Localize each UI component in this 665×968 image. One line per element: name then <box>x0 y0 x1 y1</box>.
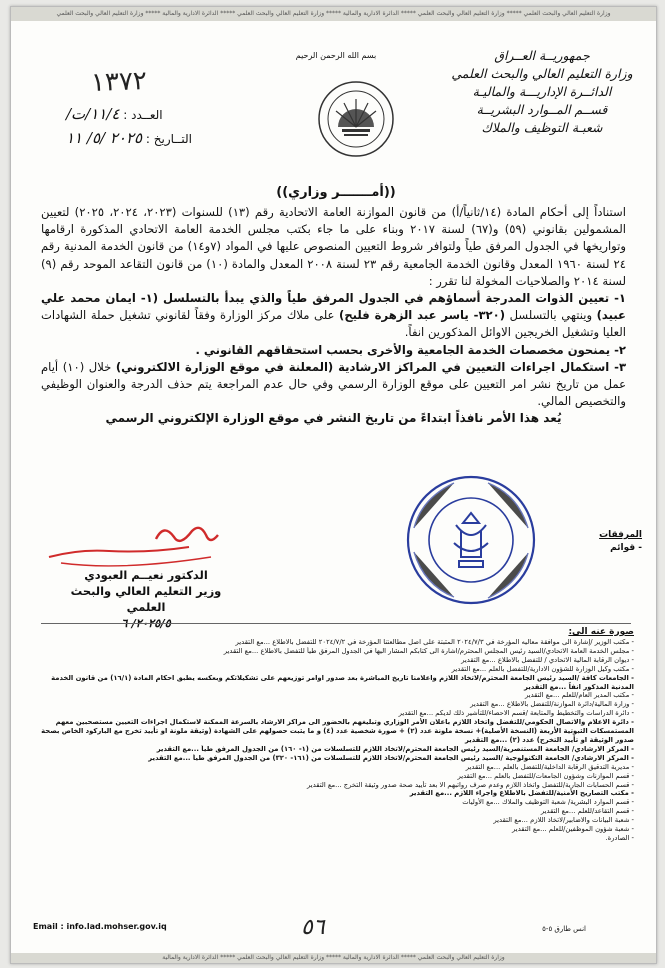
reference-number <box>66 105 163 123</box>
distribution-line: - المركز الارشادي/ الجامعة المستنصرية/السيد رئيس الجامعة المحترم/لاتخاذ اللازم للتسلسلات من (١- ١٦٠) من الجدول المرفق طياً ...مع التقدير <box>156 744 634 753</box>
distribution-line: - مديرية التدقيق الرقابة الداخلية/للتفضل بالعلم ...مع التقدير <box>465 762 634 771</box>
item-1-text: وينتهي بالتسلسل <box>505 308 597 323</box>
footer-form-code: انس طارق ٥-٥ <box>542 925 586 933</box>
distribution-line: - الجامعات كافة /السيد رئيس الجامعة المحترم/لاتخاذ اللازم واعلامنا تاريخ المباشرة بعد صدور اوامر توزيعهم على تشكيلاتكم وبعكسه يطبق احكام المادة (١٦/١) من قانون الخدمة المدنية المذكور انفاً ...مع التقدير <box>51 673 634 691</box>
signature-block <box>51 567 241 631</box>
minister-title: وزير التعليم العالي والبحث العلمي <box>70 584 222 614</box>
distribution-line: - شعبة شؤون الموظفين/للعلم ...مع التقدير <box>512 825 634 834</box>
distribution-line: - دائرة الاعلام والاتصال الحكومي/للتفضل واتخاذ اللازم باعلان الأمر الوزاري وتبليغهم بالحضور الى مراكز الارشاد بالسرعة الممكنة لاستكمال اجراءات التعيين مستصحبين معهم المستمسكات الثبوتية الأربعة (النسخة الأصلية)+ نسخة ملونة عدد (٢) + صورة شخصية عدد (٤) و ما يثبت حصولهم على الشهادة (وثيقة ملونة او تأييد تخرج مع الباركود الخاص بصحة صدور الوثيقة او تأييد التخرج) عدد (٢) ...مع التقدير <box>41 718 634 744</box>
reference-date <box>66 129 192 147</box>
number-value: ١١/٤/ت/ <box>66 105 120 123</box>
distribution-line: - قسم الحسابات الجارية/للتفضل واتخاذ اللازم وعدم صرف رواتبهم الا بعد تأييد صحة صدور وثيقة التخرج ...مع التقدير <box>307 780 634 789</box>
distribution-line: - ديوان الرقابة المالية الاتحادي / للتفضل بالاطلاع ...مع التقدير <box>461 655 634 664</box>
distribution-line: - مكتب وكيل الوزارة للشؤون الادارية/للتفضل بالعلم ...مع التقدير <box>451 664 634 673</box>
item-1-first-name: (١- ايمان محمد علي عبيد) <box>41 291 626 323</box>
footer-email: Email : info.lad.mohser.gov.iq <box>33 922 167 931</box>
distribution-line: - مكتب التصاريح الأمنية/للتفضل بالاطلاع واجراء اللازم ...مع التقدير <box>409 789 634 798</box>
handwritten-page-number: ٥٦ <box>301 915 325 940</box>
item-1-text: ١- تعيين الذوات المدرجة أسماؤهم في الجدول المرفق طياً والذي يبدأ بالتسلسل <box>158 291 626 306</box>
item-1-last-name: (٣٢٠- ياسر عبد الزهرة فليح) <box>339 308 506 323</box>
distribution-line: - الصادرة. <box>605 833 634 842</box>
attachments-title: المرفقات <box>599 530 642 540</box>
letterhead-line: الدائــرة الإداريـــة والماليـة <box>472 84 612 99</box>
order-item-2: ٢- يمنحون مخصصات الخدمة الجامعية والأخرى بحسب استحقاقهم القانوني . <box>195 342 626 357</box>
attachments-item: - قوائم <box>610 543 642 553</box>
date-value: ٢٠٢٥ /٥/ ١١ <box>66 129 143 147</box>
distribution-line: - مجلس الخدمة العامة الاتحادي/السيد رئيس المجلس المحترم/اشارة الى كتابكم المشار اليها في الجدول المرفق طياً للتفضل بالاطلاع ...مع التقدير <box>223 646 634 655</box>
signature-date: ٢٠٢٥/٥/ ٦ <box>121 616 171 630</box>
minister-name: الدكتور نعيــم العبودي <box>84 568 208 582</box>
letterhead-line: جمهوريــة العــراق <box>494 48 590 63</box>
top-security-band: وزارة التعليم العالي والبحث العلمي ***** وزارة التعليم العالي والبحث العلمي ***** الدائرة الادارية والمالية ***** وزارة التعليم العالي والبحث العلمي ***** الدائرة الادارية والمالية ***** وزارة التعليم العالي والبحث العلمي <box>11 7 656 21</box>
official-round-stamp <box>404 473 538 611</box>
letterhead-line: وزارة التعليم العالي والبحث العلمي <box>451 66 633 81</box>
distribution-line: - قسم الموازنات وشؤون الجامعات/للتفضل بالعلم ...مع التقدير <box>457 771 634 780</box>
order-item-1 <box>41 290 626 342</box>
distribution-line: - وزارة المالية/دائرة الموازنة/للتفضل بالاطلاع ...مع التقدير <box>470 700 634 709</box>
handwritten-number: ١٣٧٢ <box>90 66 148 98</box>
distribution-line: - مكتب المدير العام/للعلم ...مع التقدير <box>524 691 634 700</box>
order-body <box>41 204 626 428</box>
distribution-line: - المركز الارشادي/ الجامعة التكنولوجية /السيد رئيس الجامعة المحترم/لاتخاذ اللازم للتسلسلات من (١٦١- ٣٢٠) من الجدول المرفق طياً ...مع التقدير <box>148 753 634 762</box>
letterhead-line: شعبـة التوظيف والملاك <box>481 120 603 135</box>
ministry-seal-logo <box>316 79 396 163</box>
bismillah: بسم الله الرحمن الرحيم <box>295 51 377 60</box>
order-title: ((أمـــــــر وزاري)) <box>276 185 396 200</box>
distribution-line: - دائرة الدراسات والتخطيط والمتابعة /قسم الاحصاء/للتأشير ذلك لديكم ...مع التقدير <box>398 709 634 718</box>
item-1-text: على ملاك مركز الوزارة وفقاً لقانوني تشغيل حملة الشهادات العليا وتشغيل الخريجين الاوائل المذكورين انفاً. <box>41 308 626 340</box>
order-preamble: استناداً إلى أحكام المادة (١٤/ثانياً/أ) من قانون الموازنة العامة الاتحادية رقم (١٣) للسنوات (٢٠٢٣، ٢٠٢٤، ٢٠٢٥) لتعيين المشمولين بقانوني (٥٩) و(٦٧) لسنة ٢٠١٧ وبناء على ما جاء بكتب مجلس الخدمة العامة الاتحادي المذكورة ارقامها وتواريخها في الجدول المرفق طياً ولتوافر شروط التعيين المنصوص عليها في المواد (٧و١٤) من قانون الخدمة المدنية رقم ٢٤ لسنة ١٩٦٠ المعدل وقانون الخدمة الجامعية رقم ٢٣ لسنة ٢٠٠٨ المعدل والمادة (١٠) من قانون التقاعد الموحد رقم (٩) لسنة ٢٠١٤ والصلاحيات المخولة لنا تقرر : <box>41 205 627 288</box>
item-3-text: خلال (١٠) أيام عمل من تاريخ نشر امر التعيين على موقع الوزارة الرسمي وفي حال عدم المراجعة يتم حذف الدرجة والعنوان الوظيفي والتخصيص المالي. <box>41 359 626 409</box>
distribution-line: - قسم الموارد البشرية/ شعبة التوظيف والملاك ...مع الأوليات <box>462 798 634 807</box>
bottom-security-band: وزارة التعليم العالي والبحث العلمي ***** الدائرة الادارية والمالية ***** وزارة التعليم العالي والبحث العلمي ***** الدائرة الادارية والمالية <box>11 953 656 963</box>
date-label: التــاريخ : <box>145 132 192 146</box>
order-item-3 <box>41 359 626 411</box>
distribution-line: - مكتب الوزير /إشارة الى موافقة معاليه المؤرخة في ٢٠٢٤/٧/٣ المثبتة على اصل مطالعتنا المؤرخة في ٢٠٢٤/٧/٢ للتفضل بالاطلاع ...مع التقدير <box>235 638 634 646</box>
order-effective: يُعد هذا الأمر نافذاً ابتداءً من تاريخ النشر في موقع الوزارة الإلكتروني الرسمي <box>105 411 562 426</box>
number-label: العــدد : <box>123 108 163 122</box>
item-3-website: (المعلنة في موقع الوزارة الالكتروني) <box>115 359 334 374</box>
document-page <box>10 6 657 964</box>
distribution-line: - شعبة البيانات والاضابير/لاتخاذ اللازم ...مع التقدير <box>493 816 634 825</box>
letterhead-line: قســم المــوارد البشريــة <box>476 102 608 117</box>
distribution-line: - قسم التقاعد/للعلم ...مع التقدير <box>540 807 634 816</box>
attachments <box>542 529 642 555</box>
distribution-list <box>34 638 634 843</box>
distribution-title: صورة عنه الى: <box>568 627 634 637</box>
divider <box>41 623 631 624</box>
item-3-text: ٣- استكمال اجراءات التعيين في المراكز الارشادية <box>333 359 627 374</box>
letterhead-ministry <box>442 47 642 137</box>
